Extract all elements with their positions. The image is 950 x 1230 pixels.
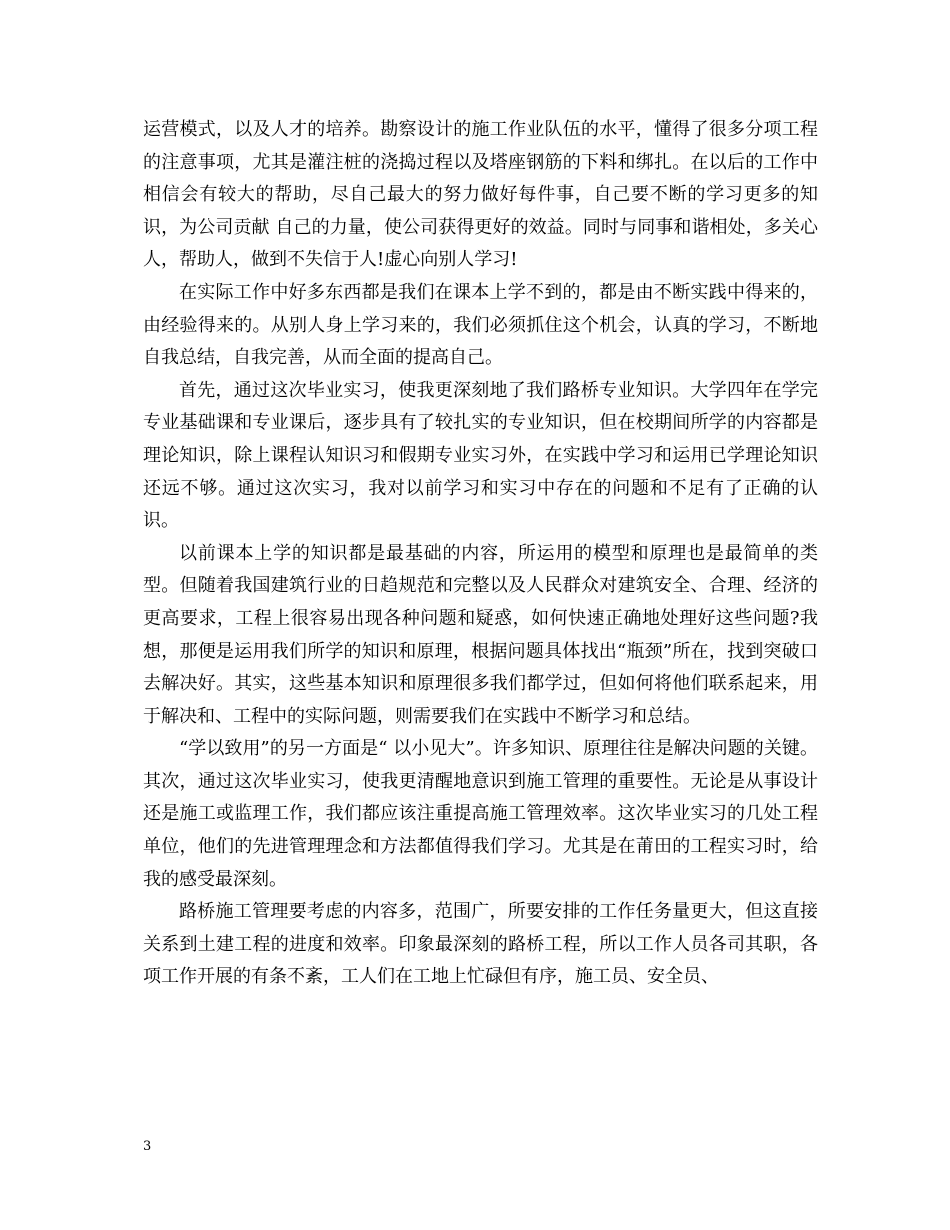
- paragraph: 路桥施工管理要考虑的内容多，范围广，所要安排的工作任务量更大，但这直接关系到土建工程的进度和效率。印象最深刻的路桥工程，所以工作人员各司其职，各项工作开展的有条不紊，工人们在工地上忙碌但有序，施工员、安全员、: [143, 901, 818, 988]
- paragraph: 首先，通过这次毕业实习，使我更深刻地了我们路桥专业知识。大学四年在学完专业基础课和专业课后，逐步具有了较扎实的专业知识，但在校期间所学的内容都是理论知识，除上课程认知识习和假期专业实习外，在实践中学习和运用已学理论知识还远不够。通过这次实习，我对以前学习和实习中存在的问题和不足有了正确的认识。: [143, 379, 818, 532]
- paragraph-continuation: 运营模式，以及人才的培养。勘察设计的施工作业队伍的水平，懂得了很多分项工程的注意事项，尤其是灌注桩的浇捣过程以及塔座钢筋的下料和绑扎。在以后的工作中相信会有较大的帮助，尽自己最大的努力做好每件事，自己要不断的学习更多的知识，为公司贡献 自己的力量，使公司获得更好的效益。同时与同事和谐相处，多关心人，帮助人，做到不失信于人!虚心向别人学习!: [143, 119, 818, 271]
- page-number: 3: [143, 1139, 152, 1154]
- paragraph: 以前课本上学的知识都是最基础的内容，所运用的模型和原理也是最简单的类型。但随着我国建筑行业的日趋规范和完整以及人民群众对建筑安全、合理、经济的更高要求，工程上很容易出现各种问题和疑惑，如何快速正确地处理好这些问题?我想，那便是运用我们所学的知识和原理，根据问题具体找出“瓶颈”所在，找到突破口去解决好。其实，这些基本知识和原理很多我们都学过，但如何将他们联系起来，用于解决和、工程中的实际问题，则需要我们在实践中不断学习和总结。: [143, 542, 818, 727]
- paragraph: 在实际工作中好多东西都是我们在课本上学不到的，都是由不断实践中得来的，由经验得来的。从别人身上学习来的，我们必须抓住这个机会，认真的学习，不断地自我总结，自我完善，从而全面的提高自己。: [143, 281, 818, 369]
- paragraph: “学以致用”的另一方面是“ 以小见大”。许多知识、原理往往是解决问题的关键。其次，通过这次毕业实习，使我更清醒地意识到施工管理的重要性。无论是从事设计还是施工或监理工作，我们都应该注重提高施工管理效率。这次毕业实习的几处工程单位，他们的先进管理理念和方法都值得我们学习。尤其是在莆田的工程实习时，给我的感受最深刻。: [143, 738, 818, 890]
- body-text: [143, 114, 818, 994]
